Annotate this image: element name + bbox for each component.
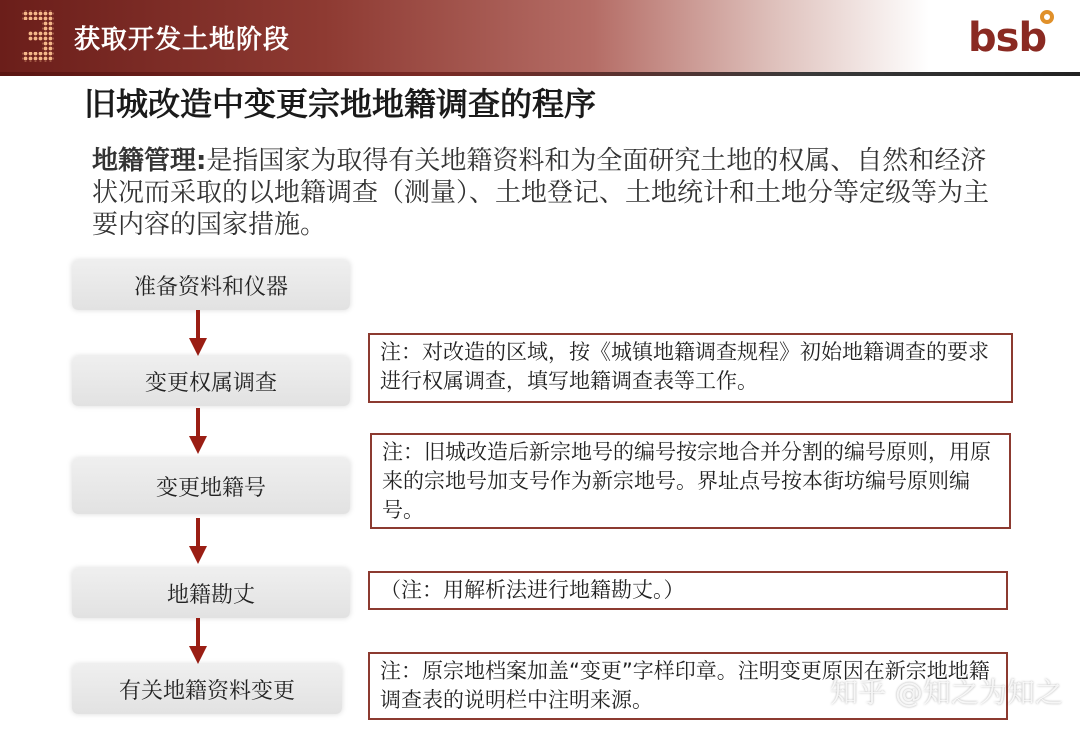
step-prepare-materials: 准备资料和仪器 <box>72 260 350 310</box>
step-ownership-survey: 变更权属调查 <box>72 356 350 406</box>
note-cadastral-number: 注：旧城改造后新宗地号的编号按宗地合并分割的编号原则，用原来的宗地号加支号作为新宗地号。界址点号按本街坊编号原则编号。 <box>370 433 1011 529</box>
down-arrow-icon <box>188 518 208 566</box>
intro-paragraph <box>92 145 1012 241</box>
down-arrow-icon <box>188 310 208 358</box>
note-ownership-survey: 注：对改造的区域，按《城镇地籍调查规程》初始地籍调查的要求进行权属调查，填写地籍调查表等工作。 <box>368 333 1013 403</box>
watermark: 知乎 @知之为知之 <box>830 676 1063 709</box>
step-records-change: 有关地籍资料变更 <box>72 664 342 714</box>
section-number-icon <box>18 6 58 66</box>
brand-logo: bsb <box>968 15 1047 61</box>
step-cadastral-number: 变更地籍号 <box>72 458 350 514</box>
logo-ring-icon <box>1040 10 1054 24</box>
header-title: 获取开发土地阶段 <box>74 25 291 55</box>
header-divider <box>0 72 1080 76</box>
down-arrow-icon <box>188 408 208 456</box>
step-cadastral-survey: 地籍勘丈 <box>72 568 350 618</box>
dotted-number-three-icon <box>18 6 58 66</box>
note-cadastral-survey: （注：用解析法进行地籍勘丈。） <box>368 571 1008 610</box>
note-records-change: 注：原宗地档案加盖“变更”字样印章。注明变更原因在新宗地地籍调查表的说明栏中注明来源。 <box>368 652 1008 720</box>
intro-term: 地籍管理: <box>92 146 207 176</box>
intro-text: 是指国家为取得有关地籍资料和为全面研究土地的权属、自然和经济状况而采取的以地籍调查（测量）、土地登记、土地统计和土地分等定级等为主要内容的国家措施。 <box>92 146 990 240</box>
down-arrow-icon <box>188 618 208 666</box>
page-title: 旧城改造中变更宗地地籍调查的程序 <box>84 85 597 123</box>
